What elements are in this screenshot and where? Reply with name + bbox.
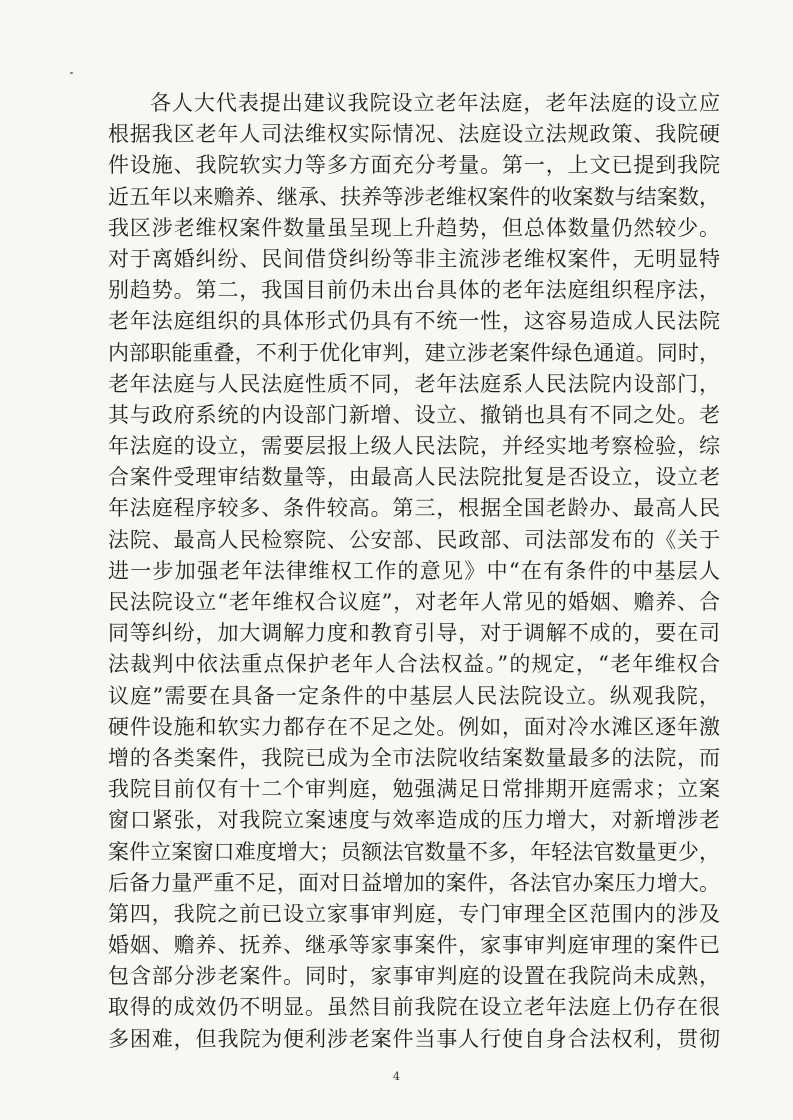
text-line: 近五年以来赡养、继承、扶养等涉老维权案件的收案数与结案数，	[108, 184, 720, 209]
text-line: 婚姻、赡养、抚养、继承等家事案件，家事审判庭审理的案件已	[108, 933, 720, 958]
text-line: 其与政府系统的内设部门新增、设立、撤销也具有不同之处。老	[108, 402, 720, 427]
text-line: 各人大代表提出建议我院设立老年法庭，老年法庭的设立应	[150, 91, 720, 115]
text-line: 第四，我院之前已设立家事审判庭，专门审理全区范围内的涉及	[108, 901, 720, 926]
text-line: 对于离婚纠纷、民间借贷纠纷等非主流涉老维权案件，无明显特	[108, 246, 720, 271]
text-line: 年法庭程序较多、条件较高。第三，根据全国老龄办、最高人民	[108, 496, 720, 521]
text-line: 老年法庭组织的具体形式仍具有不统一性，这容易造成人民法院	[108, 309, 720, 334]
text-line: 年法庭的设立，需要层报上级人民法院，并经实地考察检验，综	[108, 434, 720, 459]
text-line: 法院、最高人民检察院、公安部、民政部、司法部发布的《关于	[108, 527, 720, 552]
text-line: 件设施、我院软实力等多方面充分考量。第一，上文已提到我院	[108, 153, 720, 178]
text-line: 内部职能重叠，不利于优化审判，建立涉老案件绿色通道。同时，	[108, 340, 720, 365]
text-line: 议庭”需要在具备一定条件的中基层人民法院设立。纵观我院，	[108, 683, 720, 708]
text-line: 合案件受理审结数量等，由最高人民法院批复是否设立，设立老	[108, 465, 720, 490]
text-line: 包含部分涉老案件。同时，家事审判庭的设置在我院尚未成熟，	[108, 964, 720, 989]
text-line: 法裁判中依法重点保护老年人合法权益。”的规定，“老年维权合	[108, 652, 720, 677]
text-line: 增的各类案件，我院已成为全市法院收结案数量最多的法院，而	[108, 745, 720, 770]
body-text	[108, 88, 720, 1055]
text-line: 案件立案窗口难度增大；员额法官数量不多，年轻法官数量更少，	[108, 839, 720, 864]
text-line: 取得的成效仍不明显。虽然目前我院在设立老年法庭上仍存在很	[108, 995, 720, 1020]
text-line: 多困难，但我院为便利涉老案件当事人行使自身合法权利，贯彻	[108, 1026, 720, 1051]
text-line: 后备力量严重不足，面对日益增加的案件，各法官办案压力增大。	[108, 870, 720, 895]
text-line: 我院目前仅有十二个审判庭，勉强满足日常排期开庭需求；立案	[108, 777, 720, 802]
text-line: 同等纠纷，加大调解力度和教育引导，对于调解不成的，要在司	[108, 621, 720, 646]
text-line: 老年法庭与人民法庭性质不同，老年法庭系人民法院内设部门，	[108, 371, 720, 396]
text-line: 根据我区老年人司法维权实际情况、法庭设立法规政策、我院硬	[108, 122, 720, 147]
text-line: 进一步加强老年法律维权工作的意见》中“在有条件的中基层人	[108, 558, 720, 583]
text-line: 民法院设立“老年维权合议庭”，对老年人常见的婚姻、赡养、合	[108, 590, 720, 614]
scan-speck	[70, 72, 73, 74]
text-line: 别趋势。第二，我国目前仍未出台具体的老年法庭组织程序法，	[108, 278, 720, 303]
text-line: 窗口紧张，对我院立案速度与效率造成的压力增大，对新增涉老	[108, 808, 720, 833]
page-number: 4	[393, 1070, 400, 1083]
text-line: 硬件设施和软实力都存在不足之处。例如，面对冷水滩区逐年激	[108, 714, 720, 739]
text-line: 我区涉老维权案件数量虽呈现上升趋势，但总体数量仍然较少。	[108, 215, 720, 240]
